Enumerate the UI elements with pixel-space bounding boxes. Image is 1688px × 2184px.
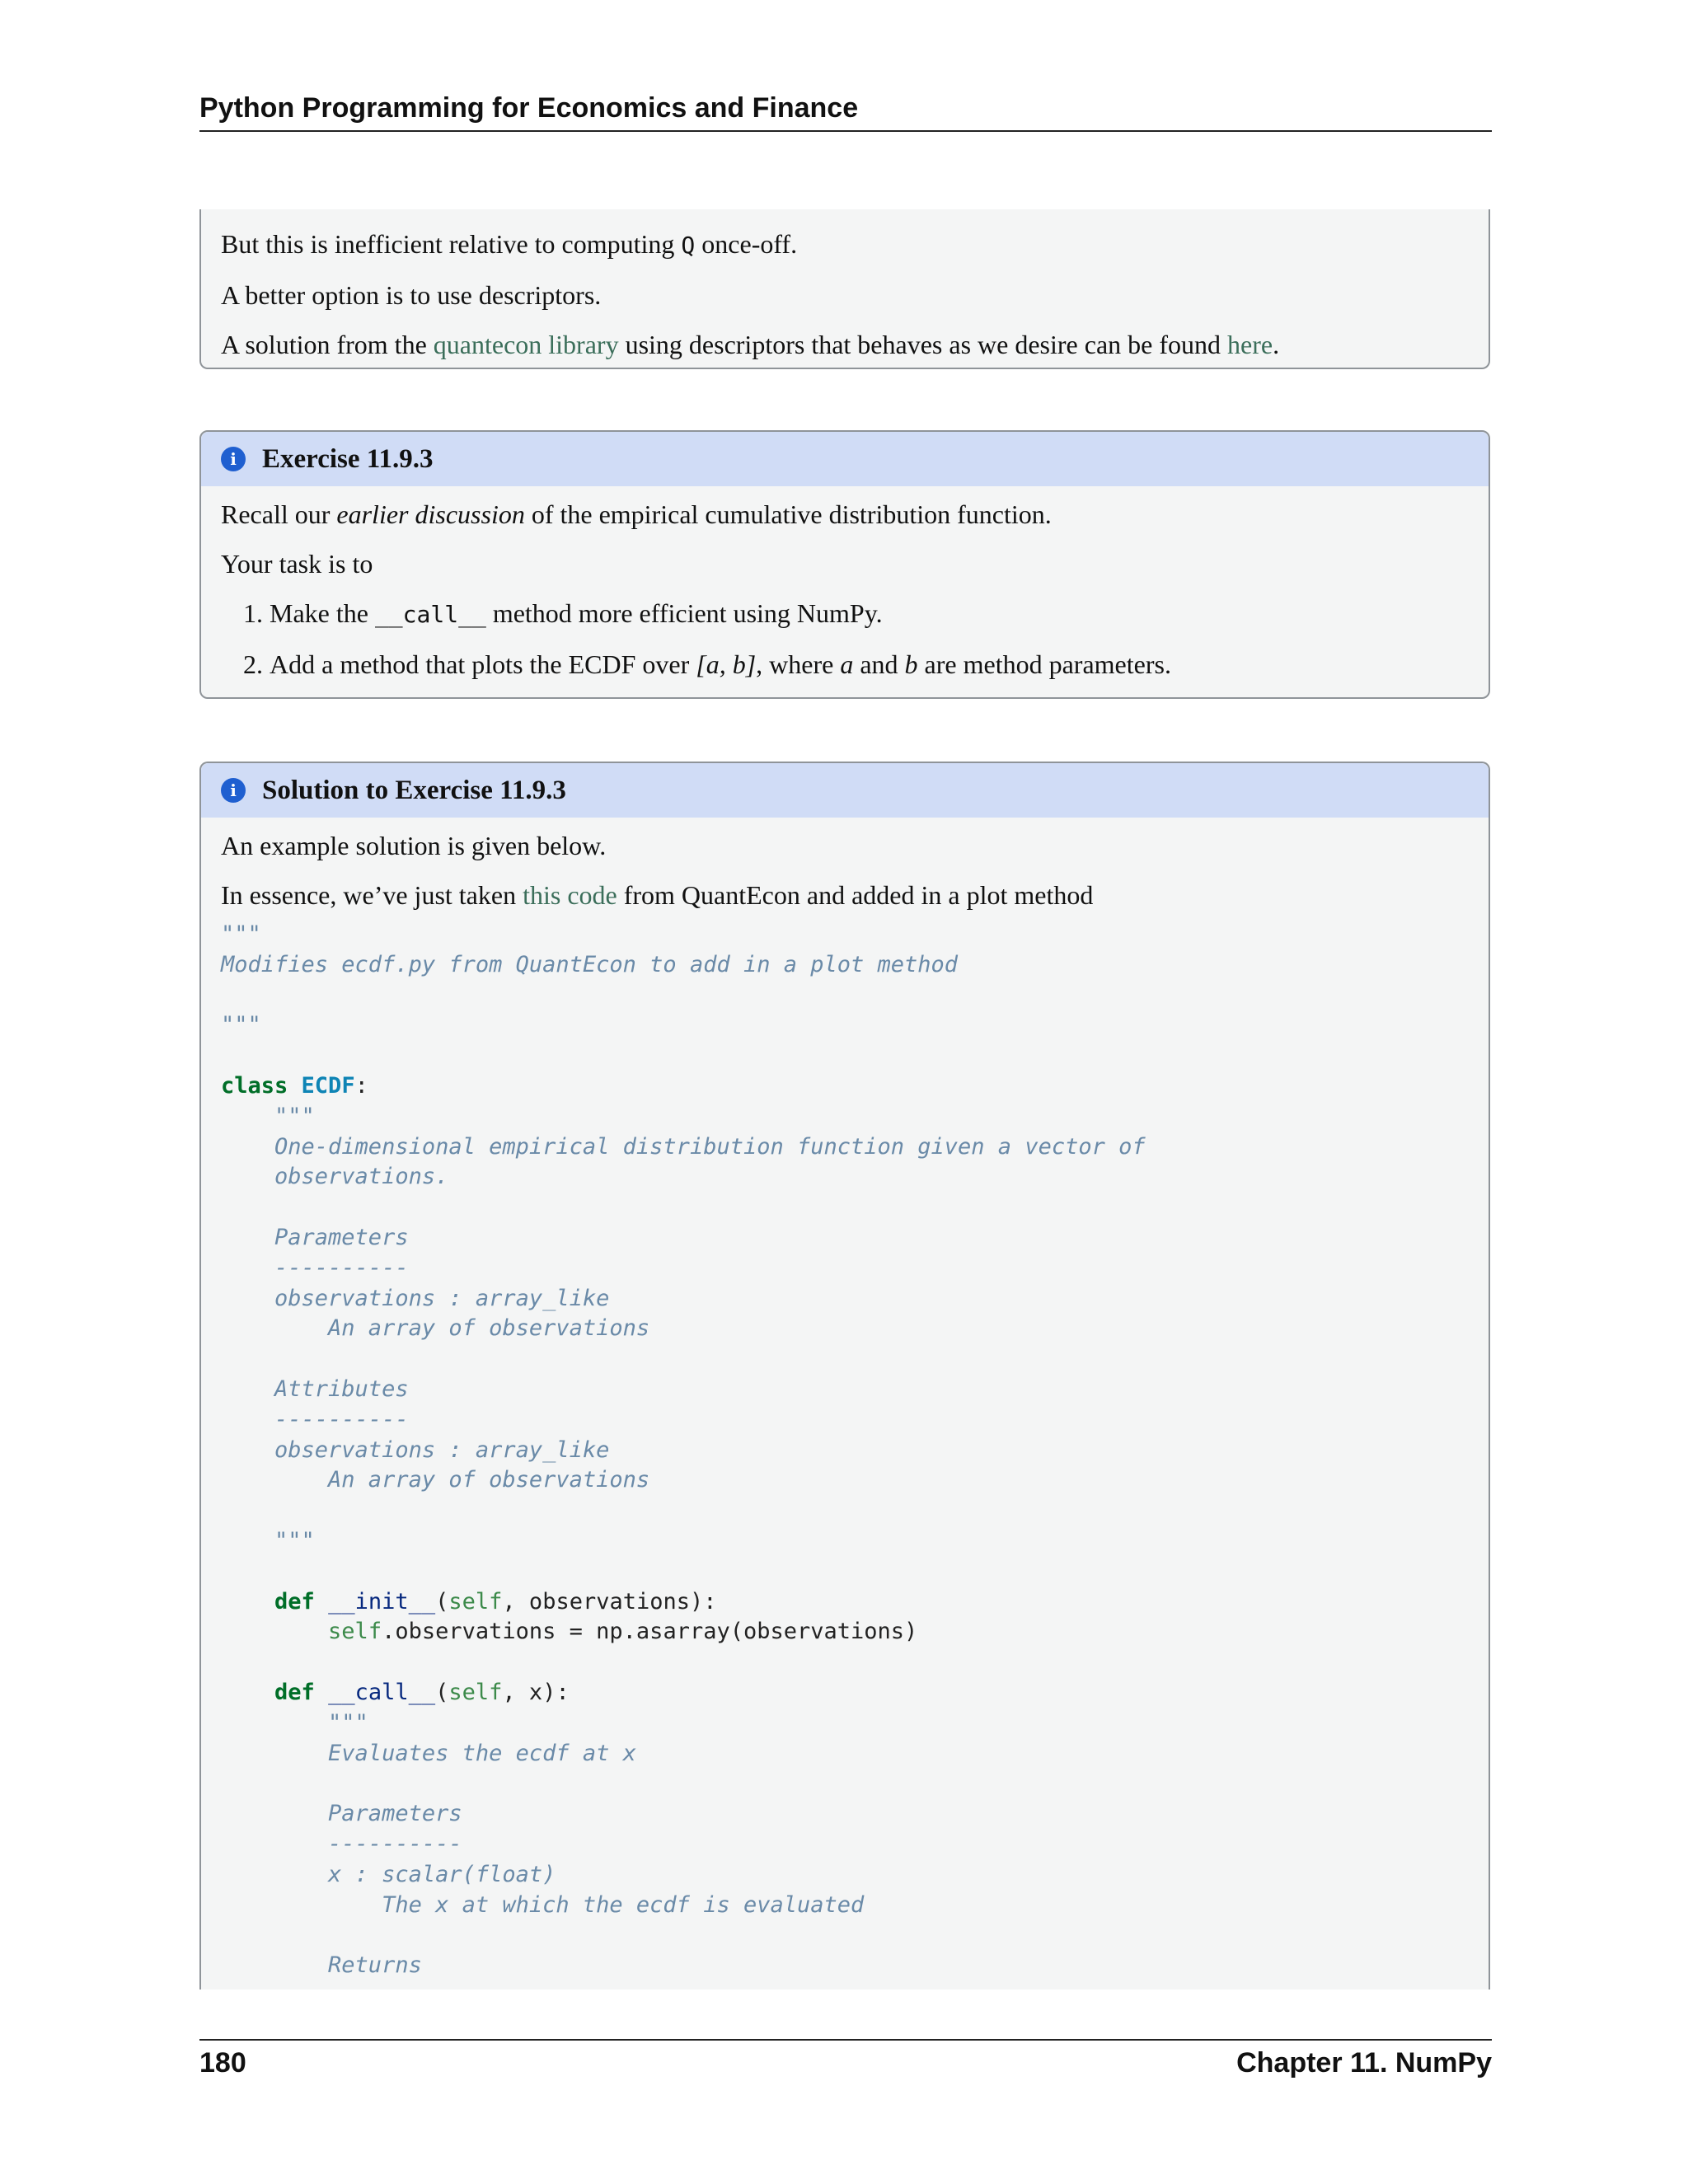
- note-line-2: A better option is to use descriptors.: [221, 280, 602, 310]
- module-docstring: """ Modifies ecdf.py from QuantEcon to add in a plot method """: [221, 921, 959, 1038]
- exercise-title: Exercise 11.9.3: [262, 443, 434, 474]
- running-title: Python Programming for Economics and Finance: [199, 92, 859, 124]
- solution-title: Solution to Exercise 11.9.3: [262, 775, 566, 805]
- inline-code-q: Q: [681, 232, 696, 259]
- exercise-box: [199, 430, 1490, 699]
- math-interval: [a, b]: [696, 649, 757, 679]
- class-docstring: """ One-dimensional empirical distribution function given a vector of observations. Parameters ---------- observations : array_like An array of observations Attributes ---------- observations : array_like An array of observations """: [274, 1103, 1146, 1554]
- exercise-task-list: [201, 588, 1489, 689]
- list-item: 2. Add a method that plots the ECDF over [a, b], where a and b are method parameters.: [270, 640, 1489, 689]
- call-method-name: __call__: [328, 1679, 436, 1705]
- page-number: 180: [199, 2047, 246, 2079]
- call-docstring: """ Evaluates the ecdf at x Parameters ---------- x : scalar(float) The x at which the ecdf is evaluated Returns: [328, 1709, 865, 1979]
- code-block: """ Modifies ecdf.py from QuantEcon to add in a plot method """ class ECDF: """ One-dimensional empirical distribution function given a vector of observations. Parameters ---------- observations : array_like An array of observations Attributes ---------- observations : array_like An array of observations """ def __init__(self, observations): self.observations = np.asarray(observations) def __call__(self, x): """ Evaluates the ecdf at x Parameters ---------- x : scalar(float) The x at which the ecdf is evaluated Returns: [221, 921, 1146, 1979]
- solution-paragraph-2: In essence, we’ve just taken this code from QuantEcon and added in a plot method: [221, 880, 1094, 910]
- info-icon: i: [221, 447, 246, 471]
- header-rule: [199, 130, 1492, 132]
- earlier-discussion-ref[interactable]: earlier discussion: [336, 499, 525, 529]
- exercise-header: [201, 432, 1489, 486]
- quantecon-library-link[interactable]: quantecon library: [433, 330, 619, 359]
- solution-paragraph-1: An example solution is given below.: [221, 831, 607, 860]
- list-item: 1. Make the __call__ method more efficient using NumPy.: [270, 588, 1489, 640]
- note-line-1: But this is inefficient relative to computing Q once-off.: [221, 229, 798, 259]
- init-method-name: __init__: [328, 1588, 436, 1615]
- note-line-3: A solution from the quantecon library using descriptors that behaves as we desire can be found here.: [221, 330, 1280, 359]
- note-box-continued: [199, 209, 1490, 369]
- footer-rule: [199, 2039, 1492, 2041]
- info-icon: i: [221, 778, 246, 803]
- exercise-paragraph-2: Your task is to: [221, 549, 373, 579]
- inline-code-call: __call__: [374, 601, 486, 628]
- here-link[interactable]: here: [1227, 330, 1273, 359]
- this-code-link[interactable]: this code: [523, 880, 617, 910]
- solution-box: [199, 762, 1490, 1990]
- class-name: ECDF: [301, 1072, 355, 1099]
- exercise-paragraph-1: Recall our earlier discussion of the empirical cumulative distribution function.: [221, 499, 1052, 529]
- chapter-label: Chapter 11. NumPy: [1236, 2047, 1492, 2079]
- solution-header[interactable]: [201, 763, 1489, 818]
